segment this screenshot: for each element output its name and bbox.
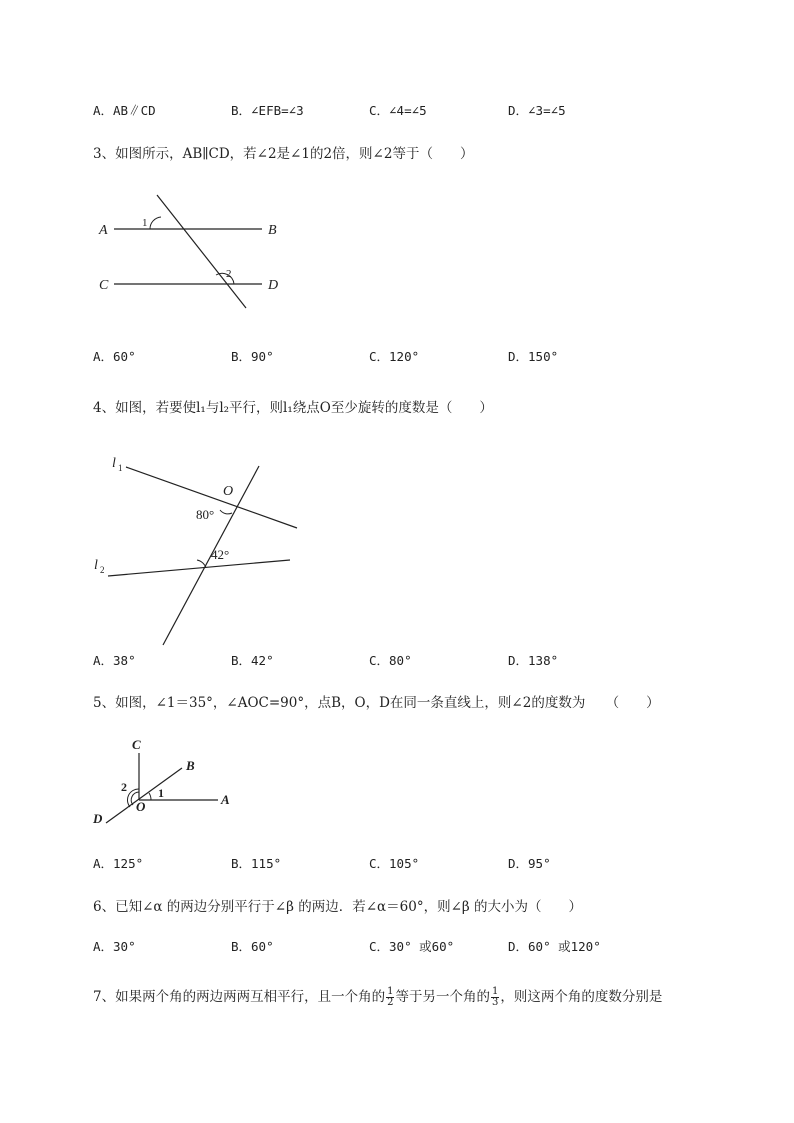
q3-label-a: A <box>99 223 108 238</box>
q2-option-a: A．AB∥CD <box>93 103 156 118</box>
q5-option-d: D．95° <box>508 856 551 871</box>
q5-angle-2: 2 <box>121 780 127 794</box>
q4-option-a: A．38° <box>93 653 136 668</box>
q6-option-d: D．60° 或120° <box>508 939 601 954</box>
q7-text-part3: ，则这两个角的度数分别是 <box>500 989 663 1005</box>
q4-label-o: O <box>223 484 234 499</box>
q4-label-l1: l <box>112 456 116 471</box>
q6-option-a: A．30° <box>93 939 136 954</box>
q5-text: 5、如图，∠1＝35°，∠AOC=90°，点B，O，D在同一条直线上，则∠2的度数为 （ ） <box>93 695 660 711</box>
q3-angle-1: 1 <box>142 217 148 229</box>
q4-option-b: B．42° <box>231 653 274 668</box>
q4-angle-80: 80° <box>196 507 215 522</box>
q3-option-b: B．90° <box>231 349 274 364</box>
q2-option-c: C．∠4=∠5 <box>369 103 427 118</box>
q3-label-d: D <box>268 278 279 293</box>
q5-option-a: A．125° <box>93 856 144 871</box>
q2-option-d: D．∠3=∠5 <box>508 103 566 118</box>
q7-text <box>93 985 662 1008</box>
q6-text: 6、已知∠α 的两边分别平行于∠β 的两边．若∠α＝60°，则∠β 的大小为（ ） <box>93 899 582 915</box>
q6-option-c: C．30° 或60° <box>369 939 455 954</box>
q3-option-c: C．120° <box>369 349 420 364</box>
q5-label-b: B <box>186 758 195 773</box>
q7-text-part1: 7、如果两个角的两边两两互相平行，且一个角的 <box>93 989 386 1005</box>
q2-option-b: B．∠EFB=∠3 <box>231 103 304 118</box>
q4-label-l1-sub: 1 <box>118 463 123 473</box>
q5-option-c: C．105° <box>369 856 420 871</box>
q5-option-b: B．115° <box>231 856 282 871</box>
q3-label-c: C <box>99 278 109 293</box>
q3-label-b: B <box>268 223 277 238</box>
q3-option-d: D．150° <box>508 349 559 364</box>
q5-label-o: O <box>136 799 146 814</box>
q7-fraction-half: $\frac{1}{2}$ <box>387 986 394 1008</box>
q3-angle-2: 2 <box>226 268 232 280</box>
q5-angle-1: 1 <box>158 786 164 800</box>
q5-label-a: A <box>221 792 230 807</box>
q4-text: 4、如图，若要使l₁与l₂平行，则l₁绕点O至少旋转的度数是（ ） <box>93 400 493 416</box>
q7-text-part2: 等于另一个角的 <box>395 989 490 1005</box>
q4-option-c: C．80° <box>369 653 412 668</box>
q4-label-l2-sub: 2 <box>100 565 105 575</box>
q3-option-a: A．60° <box>93 349 136 364</box>
q3-text: 3、如图所示，AB∥CD，若∠2是∠1的2倍，则∠2等于（ ） <box>93 146 474 162</box>
q4-label-l2: l <box>94 558 98 573</box>
q5-label-c: C <box>132 737 141 752</box>
q4-option-d: D．138° <box>508 653 559 668</box>
q6-option-b: B．60° <box>231 939 274 954</box>
q5-label-d: D <box>93 811 103 826</box>
q4-angle-42: 42° <box>211 547 230 562</box>
q7-fraction-third: $\frac{1}{3}$ <box>491 986 499 1008</box>
